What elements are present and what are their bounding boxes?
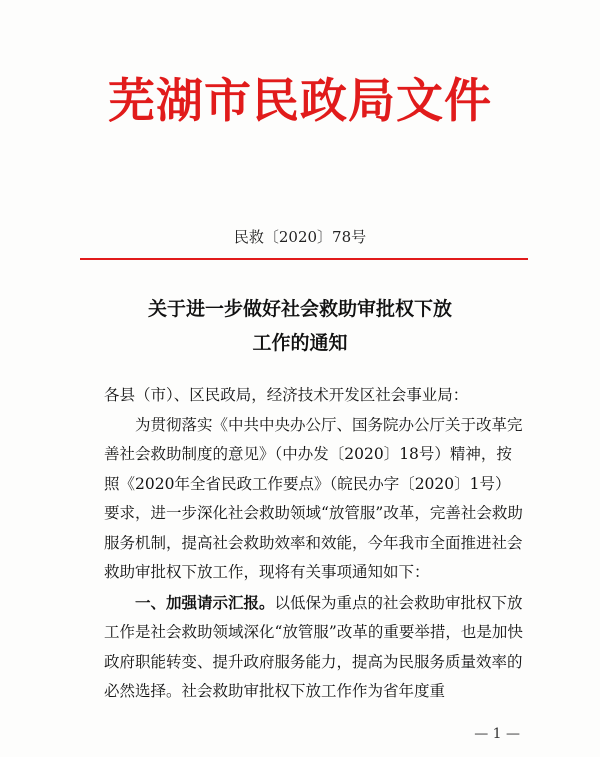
section-1-paragraph [104, 588, 524, 707]
notice-title-line-1: 关于进一步做好社会救助审批权下放 [147, 298, 452, 320]
section-1-heading: 一、加强请示汇报。 [135, 592, 275, 612]
addressee-line: 各县（市）、区民政局，经济技术开发区社会事业局： [104, 386, 469, 404]
document-body [104, 381, 524, 707]
issuing-authority-title: 芜湖市民政局文件 [108, 74, 492, 129]
notice-title-line-2: 工作的通知 [252, 332, 348, 354]
page-number: — 1 — [474, 726, 520, 742]
red-separator-line [80, 258, 528, 260]
document-number: 民救〔2020〕78号 [233, 228, 367, 246]
section-1-text: 以低保为重点的社会救助审批权下放工作是社会救助领域深化“放管服”改革的重要举措，也是加快政府职能转变、提升政府服务能力，提高为民服务质量效率的必然选择。社会救助审批权下放工作作为省年度重 [104, 593, 523, 700]
intro-paragraph: 为贯彻落实《中共中央办公厅、国务院办公厅关于改革完善社会救助制度的意见》（中办发〔2020〕18号）精神，按照《2020年全省民政工作要点》（皖民办字〔2020〕1号）要求，进一步深化社会救助领域“放管服”改革，完善社会救助服务机制，提高社会救助效率和效能，今年我市全面推进社会救助审批权下放工作，现将有关事项通知如下： [104, 415, 523, 581]
notice-title [0, 292, 600, 360]
